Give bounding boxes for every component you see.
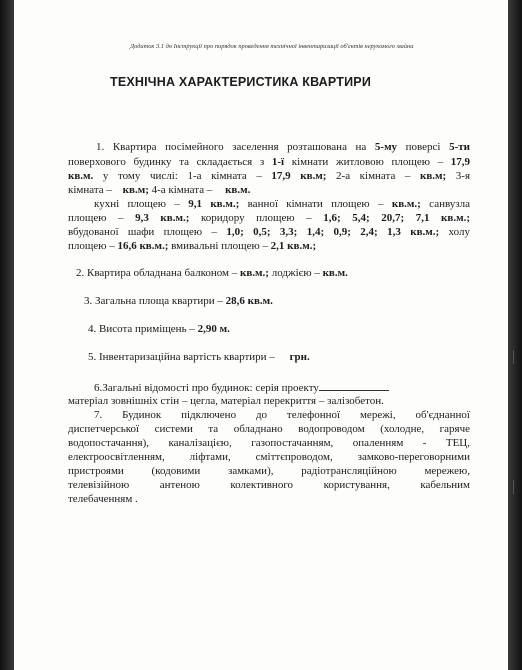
binding-mark <box>507 350 514 364</box>
p1-line1: 1. Квартира посімейного заселення розташована на 5-му поверсі 5-ти <box>96 141 470 153</box>
p2-balcony: 2. Квартира обладнана балконом – кв.м.; лоджією – кв.м. <box>76 267 348 279</box>
p1-line5: кухні площею – 9,1 кв.м.; ванної кімнати площею – кв.м.; санвузла <box>94 198 471 210</box>
p1-line4: кімната – кв.м; 4-а кімната – кв.м. <box>68 184 251 196</box>
p1-line6: площею – 9,3 кв.м.; коридору площею – 1,6; 5,4; 20,7; 7,1 кв.м.; <box>68 212 470 224</box>
p1-line2: поверхового будинку та складається з 1-ї кімнати житловою площею – 17,9 <box>68 156 470 168</box>
p7-line3: водопостачання), каналізацією, газопостачанням, опаленням - ТЕЦ, <box>68 437 470 449</box>
p7-line5: пристроями (кодовими замками), радіотрансляційною мережею, <box>68 465 470 477</box>
p3-total-area: 3. Загальна площа квартири – 28,6 кв.м. <box>84 295 273 307</box>
p6-line1: 6.Загальні відомості про будинок: серія проекту <box>94 380 389 395</box>
p7-line4: електроосвітленням, ліфтами, сміттєпроводом, замково-переговорними <box>68 451 470 463</box>
p1-line3: кв.м. у тому числі: 1-а кімната – 17,9 кв.м; 2-а кімната – кв.м; 3-я <box>68 170 471 182</box>
p7-line2: диспетчерської системи та обладнано водопроводом (холодне, гаряче <box>68 423 470 435</box>
appendix-header: Додаток 3.1 до Інструкції про порядок проведення технічної інвентаризації об'єктів нерухомого майна <box>130 43 414 50</box>
p1-line7: вбудованої шафи площею – 1,0; 0,5; 3,3; 1,4; 0,9; 2,4; 1,3 кв.м.; холу <box>68 226 470 238</box>
document-page <box>14 0 508 670</box>
project-series-blank <box>319 380 389 391</box>
p7-line7: телебаченням . <box>68 493 138 505</box>
p6-line2: матеріал зовнішніх стін – цегла, матеріал перекриття – залізобетон. <box>68 395 384 407</box>
document-title: ТЕХНІЧНА ХАРАКТЕРИСТИКА КВАРТИРИ <box>110 75 372 89</box>
p4-height: 4. Висота приміщень – 2,90 м. <box>88 323 230 335</box>
p1-line8: площею – 16,6 кв.м.; вмивальні площею – 2,1 кв.м.; <box>68 240 317 252</box>
scan-right-shadow <box>508 0 522 670</box>
scan-left-shadow <box>0 0 14 670</box>
p7-line6: телевізійною антеною колективного користування, кабельним <box>68 479 470 491</box>
binding-mark <box>507 480 514 494</box>
p5-inventory-value: 5. Інвентаризаційна вартість квартири – грн. <box>88 351 310 363</box>
p7-line1: 7. Будинок підключено до телефонної мережі, об'єднанної <box>94 409 470 421</box>
